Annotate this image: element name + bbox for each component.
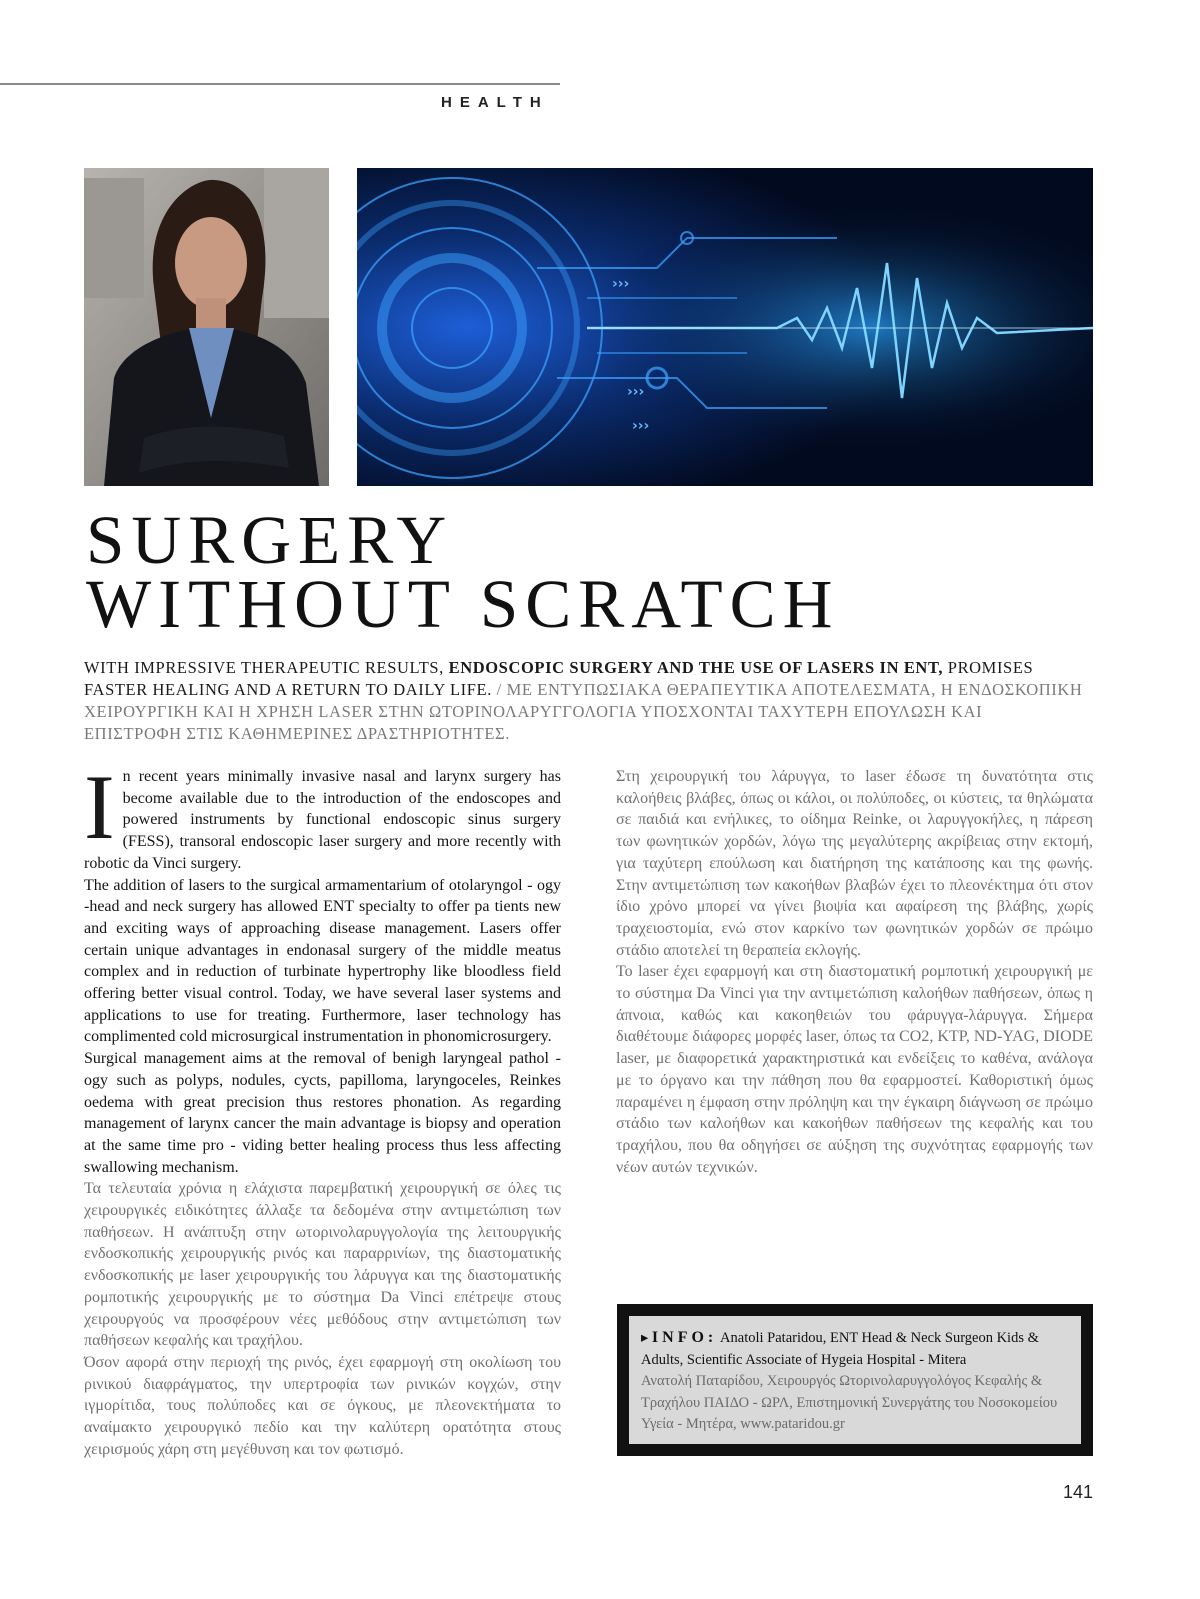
article-title	[86, 502, 840, 642]
body-paragraph-en-3: Surgical management aims at the removal of benigh laryngeal pathol - ogy such as polyps, nodules, cycts, papilloma, laryngoceles, Reinkes oedema with great precision thus restores phonation. As regarding management of larynx cancer the main advantage is biopsy and operation at the same time pro - viding better healing process thus less affecting swallowing mechanism.	[84, 1050, 561, 1176]
svg-text:›››: ›››	[612, 276, 630, 292]
author-portrait	[84, 168, 329, 486]
body-paragraph-en-1-text: n recent years minimally invasive nasal and larynx surgery has become available due to the introduction of the endoscopes and powered instruments by functional endoscopic sinus surgery (FESS), transoral endoscopic laser surgery and more recently with robotic da Vinci surgery.	[84, 768, 561, 872]
lede-continuation: PROMISES FASTER HEALING AND A RETURN TO DAILY LIFE.	[84, 658, 1034, 699]
page-number: 141	[1063, 1482, 1094, 1502]
article-lede	[84, 657, 1084, 745]
info-label: INFO:	[651, 1329, 718, 1346]
info-box	[617, 1304, 1093, 1456]
body-paragraph-gr-2: Όσον αφορά στην περιοχή της ρινός, έχει εφαρμογή στη οκολίωση του ρινικού διαφράγματος, την υπερτροφία των ρινικών κογχών, στην ιγμορίτιδα, τους πολύποδες και σε όγκους, με πλεονεκτήματα το αναίμακτο χειρουργικό πεδίο και την καλύτερη ορατότητα στους χειρισμούς χάρη στη μεγέθυνση και τον φωτισμό.	[84, 1353, 561, 1458]
info-greek: Ανατολή Παταρίδου, Χειρουργός Ωτορινολαρυγγολόγος Κεφαλής & Τραχήλου ΠΑΙΔΟ - ΩΡΛ, Επιστημονική Συνεργάτης του Νοσοκομείου Υγεία - Μητέρα, www.pataridou.gr	[641, 1373, 1058, 1432]
info-box-content	[629, 1316, 1081, 1444]
title-line-1: SURGERY	[86, 502, 454, 578]
title-line-2: WITHOUT SCRATCH	[86, 566, 840, 642]
info-marker-icon: ▸	[641, 1330, 649, 1346]
svg-text:›››: ›››	[632, 418, 650, 434]
section-label: HEALTH	[441, 94, 549, 111]
svg-text:›››: ›››	[627, 384, 645, 400]
body-paragraph-gr-4: Το laser έχει εφαρμογή και στη διαστοματική ρομποτική χειρουργική με το σύστημα Da Vinci για την αντιμετώπιση καλοήθων παθήσεων, όπως η άπνοια, καθώς και κακοηθειών του φάρυγγα-λάρυγγα. Σήμερα διαθέτουμε διάφορες μορφές laser, όπως τα CO2, KTP, ND-YAG, DIODE laser, με διαφορετικά χαρακτηριστικά και ενδείξεις το καθένα, ανάλογα με το όργανο και την πάθηση που θα εφαρμοστεί. Καθοριστική όμως παραμένει η έμφαση στην πρόληψη και την έγκαιρη διάγνωση σε πρώιμο στάδιο των καλοήθων και κακοήθων παθήσεων της κεφαλής και του τραχήλου, που θα οδηγήσει σε αύξηση της συχνότητας εφαρμογής των νέων αυτών τεχνικών.	[616, 963, 1093, 1176]
body-paragraph-gr-3: Στη χειρουργική του λάρυγγα, το laser έδωσε τη δυνατότητα στις καλοήθεις βλάβες, όπως οι κάλοι, οι πολύποδες, οι κύστεις, τα θηλώματα σε παιδιά και ενήλικες, το οίδημα Reinke, οι λαρυγγοκήλες, η πάρεση των φωνητικών χορδών, λόγω της μεγαλύτερης ακρίβειας στην εκτομή, για ταχύτερη επούλωση και διατήρηση της κατάποσης και της φωνής. Στην αντιμετώπιση των κακοήθων βλαβών έχει το πλεονέκτημα ότι στον ίδιο χρόνο μπορεί να γίνει βιοψία και αφαίρεση της βλάβης, χωρίς τραχειοστομία, ενώ στον καρκίνο των φωνητικών χορδών σε πρώιμο στάδιο αποτελεί τη θεραπεία εκλογής.	[616, 768, 1093, 959]
lede-greek: / ΜΕ ΕΝΤΥΠΩΣΙΑΚΑ ΘΕΡΑΠΕΥΤΙΚΑ ΑΠΟΤΕΛΕΣΜΑΤΑ, Η ΕΝΔΟΣΚΟΠΙΚΗ ΧΕΙΡΟΥΡΓΙΚΗ ΚΑΙ Η ΧΡΗΣΗ LASER ΣΤΗΝ ΩΤΟΡΙΝΟΛΑΡΥΓΓΟΛΟΓΙΑ ΥΠΟΣΧΟΝΤΑΙ ΤΑΧΥΤΕΡΗ ΕΠΟΥΛΩΣΗ ΚΑΙ ΕΠΙΣΤΡΟΦΗ ΣΤΙΣ ΚΑΘΗΜΕΡΙΝΕΣ ΔΡΑΣΤΗΡΙΟΤΗΤΕΣ.	[84, 680, 1083, 743]
info-english: Anatoli Pataridou, ENT Head & Neck Surgeon Kids & Adults, Scientific Associate of Hygeia Hospital - Mitera	[641, 1330, 1039, 1368]
body-column-right	[616, 766, 1093, 1178]
info-lead	[641, 1327, 1071, 1371]
drop-cap: I	[84, 756, 115, 858]
body-paragraph-gr-1: Τα τελευταία χρόνια η ελάχιστα παρεμβατική χειρουργική σε όλες τις χειρουργικές ειδικότητες άλλαξε τα δεδομένα στην αντιμετώπιση των παθήσεων. Η ανάπτυξη στην ωτορινολαρυγγολογία της λειτουργικής ενδοσκοπικής χειρουργικής ρινός και παραρρινίων, της διαστοματικής ενδοσκοπικής με laser χειρουργικής του λάρυγγα και της διαστοματικής ρομποτικής χειρουργικής με το σύστημα Da Vinci επέτρεψε στους χειρουργούς να προσφέρουν νέες μεθόδους στην αντιμετώπιση των παθήσεων κεφαλής και τραχήλου.	[84, 1180, 561, 1350]
body-paragraph-en-2: The addition of lasers to the surgical armamentarium of otolaryngol - ogy -head and neck surgery has allowed ENT specialty to offer pa tients new and exciting ways of approaching disease management. Lasers offer certain unique advantages in endonasal surgery of the middle meatus complex and in reduction of turbinate hypertrophy like bloodless field offering better visual control. Today, we have several laser systems and applications to use for treating. Furthermore, laser technology has complimented cold microsurgical instrumentation in phonomicrosurgery.	[84, 876, 561, 1046]
top-rule	[0, 83, 560, 85]
banner-illustration	[357, 168, 1093, 486]
lede-emphasis: ENDOSCOPIC SURGERY AND THE USE OF LASERS IN ENT,	[448, 658, 944, 677]
portrait-illustration	[84, 168, 329, 486]
body-paragraph-en-1	[84, 756, 561, 875]
technology-banner	[357, 168, 1093, 486]
body-column-left	[84, 756, 561, 1461]
lede-intro: WITH IMPRESSIVE THERAPEUTIC RESULTS,	[84, 658, 449, 677]
